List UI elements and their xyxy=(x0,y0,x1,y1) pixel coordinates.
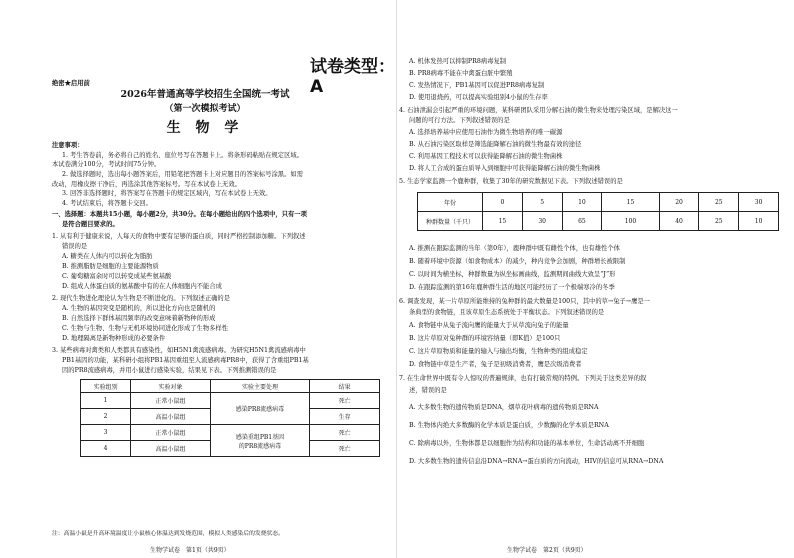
subject-title: 生 物 学 xyxy=(166,120,244,136)
page-footer: 生物学试卷 第1页（共9页） xyxy=(150,547,230,554)
year-cell: 20 xyxy=(659,193,699,212)
table-cell: 死亡 xyxy=(310,425,380,441)
note-line: 本试卷满分100分，考试时间75分钟。 xyxy=(52,161,161,168)
question-1-option: D. 组成人体蛋白质的氨基酸中有的在人体细胞内不能合成 xyxy=(62,283,222,290)
question-2-option: D. 地理隔离是新物种形成的必要条件 xyxy=(62,335,166,342)
question-5-option: C. 以时间为横坐标，种群数量为纵坐标画曲线，监测期间曲线大致呈“J”形 xyxy=(409,271,616,278)
table-cell: 4 xyxy=(81,441,131,457)
page-2 xyxy=(397,0,794,558)
table-cell: 死亡 xyxy=(310,393,380,409)
table-cell: 2 xyxy=(81,409,131,425)
question-7-option: D. 大多数生物的遗传信息沿DNA→RNA→蛋白质的方向流动，HIV的信息可从RNA→DNA xyxy=(409,458,664,465)
question-7-option: A. 大多数生物的遗传物质是DNA，烟草花叶病毒的遗传物质是RNA xyxy=(409,404,599,411)
table-cell: 高温小鼠组 xyxy=(131,409,211,425)
question-3-option: D. 使用退烧药，可以提高实验组别4小鼠的生存率 xyxy=(409,94,548,101)
question-6-option: B. 这片草原对兔种群的环境容纳量（即K值）是100只 xyxy=(409,335,561,342)
table-cell: 正常小鼠组 xyxy=(131,425,211,441)
section-heading: 一、选择题：本题共15小题，每小题2分，共30分。在每小题给出的四个选项中，只有一项 xyxy=(52,211,307,218)
note-line: 4. 考试结束后，将答题卡交回。 xyxy=(62,200,152,207)
table-header: 实验主要处理 xyxy=(210,380,309,393)
year-cell: 10 xyxy=(562,193,602,212)
population-cell: 25 xyxy=(699,212,739,231)
population-cell: 100 xyxy=(602,212,659,231)
treatment-line: 感染重组PB1基因 xyxy=(235,433,285,441)
population-cell: 65 xyxy=(562,212,602,231)
question-1-option: A. 糖类在人体内可以转化为脂肪 xyxy=(62,253,153,260)
year-cell: 25 xyxy=(699,193,739,212)
question-6-stem: 条典型的食物链，且该草原生态系统处于平衡状态。下列叙述错误的是 xyxy=(409,309,605,316)
question-4-stem: 问题的可行方法。下列叙述错误的是 xyxy=(409,117,510,124)
question-6-stem: 6. 调查发现，某一片草原所能维持的兔种群的最大数量是100只，其中的草→兔子→鹰是一 xyxy=(399,298,650,305)
exam-subtitle: （第一次模拟考试） xyxy=(164,104,246,114)
year-cell: 30 xyxy=(739,193,779,212)
question-6-option: D. 食物链中草是生产者，兔子是初级消费者，鹰是次级消费者 xyxy=(409,361,582,368)
year-cell: 5 xyxy=(522,193,562,212)
question-3-option: A. 机体发热可以抑制PR8病毒复制 xyxy=(409,58,507,65)
question-6-option: A. 食物链中从兔子流向鹰的能量大于从草流向兔子的能量 xyxy=(409,322,569,329)
table-cell: 正常小鼠组 xyxy=(131,393,211,409)
question-2-option: C. 生物与生物、生物与无机环境协同进化形成了生物多样性 xyxy=(62,325,229,332)
paper-type-label: 试卷类型：A xyxy=(310,57,395,97)
population-cell: 30 xyxy=(522,212,562,231)
table-note: 注：高温小鼠是升高环境温度让小鼠核心体温达到发烧范围，模拟人类感染后的发烧状态。 xyxy=(52,531,284,537)
question-1-stem: 1. 从有利于健康来说，人每天的食物中要有足够的蛋白质，同时严格控制添加糖。下列叙述 xyxy=(52,233,306,240)
population-cell: 15 xyxy=(483,212,523,231)
experiment-table xyxy=(80,379,380,457)
question-5-option: A. 推测在跟踪监测的当年（第0年），鹿种群中既有雌性个体，也有雄性个体 xyxy=(409,245,620,252)
note-line: 2. 做选择题时，选出每小题答案后，用铅笔把答题卡上对应题目的答案标号涂黑。如需 xyxy=(62,171,303,178)
question-4-option: C. 利用基因工程技术可以获得能降解石油的微生物菌株 xyxy=(409,153,563,160)
question-7-stem: 7. 在生命世界中既有令人惊叹的普遍规律，也有打破常规的特例。下列关于这类差异的叙 xyxy=(399,375,647,382)
population-cell: 10 xyxy=(739,212,779,231)
question-1-option: B. 推测脂肪是细胞的主要能源物质 xyxy=(62,263,159,270)
question-4-option: A. 选择培养基中应使用石油作为微生物培养的唯一碳源 xyxy=(409,129,563,136)
notes-title: 注意事项： xyxy=(52,142,84,149)
question-4-stem: 4. 石油泄漏会引起严重的环境问题，某科研团队采用分解石油的微生物来处理污染区域，是解决这一 xyxy=(399,107,678,114)
table-header: 实验组别 xyxy=(81,380,131,393)
question-2-option: A. 生物的基因突变是随机的，所以进化方向也是随机的 xyxy=(62,305,216,312)
table-cell: 3 xyxy=(81,425,131,441)
question-2-option: B. 自然选择下群体基因频率的改变意味着新物种的形成 xyxy=(62,315,216,322)
question-4-option: B. 从石油污染区取样是筛选能降解石油的微生物最有效的途径 xyxy=(409,141,582,148)
row-label: 种群数量（千只） xyxy=(418,212,483,231)
question-3-stem: PB1基因的功能，某科研小组将PB1基因重组至人流感病毒PR8中，获得了含重组PB1基 xyxy=(62,357,309,364)
table-cell: 感染PR8流感病毒 xyxy=(210,393,309,425)
table-header: 结果 xyxy=(310,380,380,393)
population-cell: 40 xyxy=(659,212,699,231)
question-5-option: B. 随着环境中资源（如食物成本）的减少，种内竞争会加剧，种群增长被限制 xyxy=(409,258,626,265)
table-header: 实验对象 xyxy=(131,380,211,393)
page-footer: 生物学试卷 第2页（共9页） xyxy=(507,547,587,554)
question-1-stem: 错误的是 xyxy=(62,243,88,250)
question-5-option: D. 在跟踪监测的第16年鹿种群生活的地区可能经历了一个极端寒冷的冬季 xyxy=(409,284,615,291)
question-7-option: B. 生物体内绝大多数酶的化学本质是蛋白质，少数酶的化学本质是RNA xyxy=(409,422,609,429)
deer-population-table xyxy=(417,192,779,231)
question-3-option: C. 发热情况下，PB1基因可以促进PR8病毒复制 xyxy=(409,82,545,89)
question-5-stem: 5. 生态学家监测一个鹿种群，收集了30年的研究数据见下表。下列叙述错误的是 xyxy=(399,178,623,185)
note-line: 1. 考生答卷前，务必将自己的姓名、座位号写在答题卡上。将条形码粘贴在规定区域。 xyxy=(62,152,303,159)
note-line: 改动，用橡皮擦干净后，再选涂其他答案标号。写在本试卷上无效。 xyxy=(52,181,241,188)
question-4-option: D. 将人工合成的蛋白质导入到细胞中可获得能降解石油的微生物菌株 xyxy=(409,165,601,172)
question-6-option: C. 这片草原物质和能量的输入与输出均衡，生物种类的组成稳定 xyxy=(409,348,588,355)
table-cell: 死亡 xyxy=(310,441,380,457)
secret-label: 绝密★启用前 xyxy=(52,80,90,87)
question-7-option: C. 除病毒以外，生物体都是以细胞作为结构和功能的基本单位，生命活动离不开细胞 xyxy=(409,440,645,447)
note-line: 3. 回答非选择题时，将答案写在答题卡的规定区域内，写在本试卷上无效。 xyxy=(62,190,272,197)
question-3-option: B. PR8病毒不能在中禽蛋白脏中繁殖 xyxy=(409,70,513,77)
table-cell xyxy=(210,425,309,457)
question-2-stem: 2. 现代生物进化理论认为生物是不断进化的。下列叙述正确的是 xyxy=(52,295,231,302)
treatment-line: 的PR8流感病毒 xyxy=(238,442,282,450)
question-3-stem: 3. 某些病毒对禽类和人类都具有感染性，如H5N1禽流感病毒。为研究H5N1禽流感病毒中 xyxy=(52,347,306,354)
question-1-option: C. 葡萄糖富余时可以转变成某些氨基酸 xyxy=(62,273,172,280)
year-cell: 15 xyxy=(602,193,659,212)
table-cell: 高温小鼠组 xyxy=(131,441,211,457)
year-cell: 0 xyxy=(483,193,523,212)
table-cell: 生存 xyxy=(310,409,380,425)
section-heading: 是符合题目要求的。 xyxy=(62,221,119,228)
table-cell: 1 xyxy=(81,393,131,409)
question-7-stem: 述，错误的是 xyxy=(409,387,447,394)
exam-title: 2026年普通高等学校招生全国统一考试 xyxy=(120,89,290,100)
question-3-stem: 因的PR8流感病毒，并用小鼠进行感染实验，结果见下表。下列推测错误的是 xyxy=(62,367,277,374)
row-label: 年份 xyxy=(418,193,483,212)
